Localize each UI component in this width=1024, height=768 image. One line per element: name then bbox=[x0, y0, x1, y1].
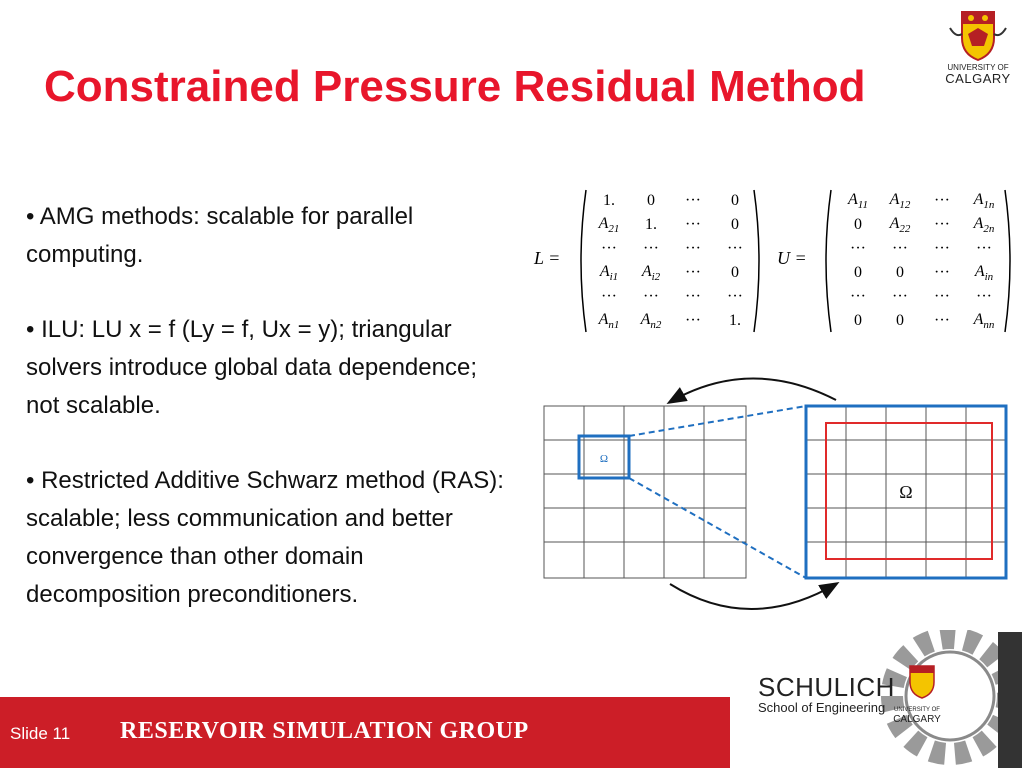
matrix-u-grid bbox=[837, 189, 1005, 333]
matrix-u-cell: ··· bbox=[934, 240, 950, 257]
bullet-ras: • Restricted Additive Schwarz method (RAS): scalable; less communication and better convergence than other domain decomposition preconditioners. bbox=[26, 467, 504, 608]
matrix-u-cell: $A_{in}$ bbox=[974, 262, 994, 284]
matrix-u-cell: $A_{11}$ bbox=[848, 190, 868, 212]
right-paren-icon bbox=[752, 188, 766, 334]
matrix-u-cell: ··· bbox=[934, 312, 950, 329]
bullet-ilu: • ILU: LU x = f (Ly = f, Ux = y); triangular solvers introduce global data dependence; not scalable. bbox=[26, 316, 477, 419]
school-of-engineering-text: School of Engineering bbox=[758, 700, 886, 715]
matrix-u-cell: ··· bbox=[850, 240, 866, 257]
zoom-line-top bbox=[629, 406, 806, 436]
matrix-l-cell: 0 bbox=[647, 192, 655, 209]
matrix-l-grid bbox=[588, 189, 756, 333]
matrix-u-cell: ··· bbox=[892, 240, 908, 257]
matrix-l-cell: 0 bbox=[731, 264, 739, 281]
matrix-u-cell: ··· bbox=[850, 288, 866, 305]
matrix-u-cell: $A_{2n}$ bbox=[973, 214, 995, 236]
left-paren-icon bbox=[574, 188, 588, 334]
matrix-l-cell: ··· bbox=[685, 216, 701, 233]
matrix-l-cell: ··· bbox=[643, 240, 659, 257]
schulich-uc-line2: CALGARY bbox=[893, 714, 941, 725]
arrow-bottom-icon bbox=[670, 584, 836, 609]
matrix-u-cell: ··· bbox=[892, 288, 908, 305]
matrix-l-cell: ··· bbox=[685, 240, 701, 257]
matrix-u bbox=[775, 186, 1020, 336]
matrix-l-cell: ··· bbox=[685, 192, 701, 209]
coat-of-arms-icon bbox=[938, 8, 1018, 62]
matrix-u-cell: ··· bbox=[976, 240, 992, 257]
matrix-l-cell: 1. bbox=[603, 192, 615, 209]
matrix-l-cell: $A_{i2}$ bbox=[641, 262, 661, 284]
matrix-u-cell: ··· bbox=[934, 288, 950, 305]
group-name: RESERVOIR SIMULATION GROUP bbox=[120, 718, 529, 744]
matrix-l-cell: 0 bbox=[731, 216, 739, 233]
matrix-u-cell: ··· bbox=[934, 192, 950, 209]
small-omega-label: Ω bbox=[599, 453, 609, 465]
bullet-list bbox=[26, 198, 516, 651]
matrix-l-cell: ··· bbox=[643, 288, 659, 305]
matrix-u-cell: ··· bbox=[976, 288, 992, 305]
matrix-l-cell: 0 bbox=[731, 192, 739, 209]
domain-decomposition-diagram bbox=[540, 366, 1020, 616]
matrix-l-cell: ··· bbox=[685, 264, 701, 281]
matrix-l-cell: ··· bbox=[685, 312, 701, 329]
matrix-l-cell: ··· bbox=[601, 240, 617, 257]
matrix-u-cell: ··· bbox=[934, 264, 950, 281]
schulich-wordmark: SCHULICH bbox=[758, 672, 895, 702]
matrix-u-label: U = bbox=[777, 248, 807, 268]
matrix-u-cell: 0 bbox=[896, 264, 904, 281]
slide-number: Slide 11 bbox=[10, 724, 71, 743]
global-grid bbox=[544, 406, 746, 578]
matrix-l-cell: ··· bbox=[727, 288, 743, 305]
left-paren-icon bbox=[819, 188, 833, 334]
right-paren-icon bbox=[1003, 188, 1017, 334]
matrix-u-cell: $A_{nn}$ bbox=[973, 310, 995, 332]
matrix-u-cell: $A_{22}$ bbox=[889, 214, 911, 236]
university-of-calgary-logo bbox=[938, 8, 1018, 90]
zoom-line-bottom bbox=[629, 478, 806, 578]
matrix-u-cell: 0 bbox=[854, 264, 862, 281]
uc-wordmark-line2: CALGARY bbox=[945, 71, 1011, 86]
schulich-uc-line1: UNIVERSITY OF bbox=[894, 707, 940, 713]
matrix-u-cell: $A_{12}$ bbox=[889, 190, 911, 212]
matrix-l-cell: 1. bbox=[729, 312, 741, 329]
matrix-l-cell: $A_{n2}$ bbox=[640, 310, 662, 332]
large-omega-label: Ω bbox=[899, 482, 913, 502]
matrix-l-label: L = bbox=[534, 248, 561, 268]
matrix-u-cell: ··· bbox=[934, 216, 950, 233]
matrix-u-cell: $A_{1n}$ bbox=[973, 190, 995, 212]
matrix-l-cell: $A_{21}$ bbox=[598, 214, 620, 236]
matrix-l-cell: ··· bbox=[727, 240, 743, 257]
bullet-amg: • AMG methods: scalable for parallel computing. bbox=[26, 203, 414, 268]
corner-bar bbox=[998, 632, 1022, 768]
matrix-u-cell: 0 bbox=[896, 312, 904, 329]
matrix-l-cell: ··· bbox=[685, 288, 701, 305]
matrix-l-cell: $A_{n1}$ bbox=[598, 310, 620, 332]
matrix-u-cell: 0 bbox=[854, 216, 862, 233]
matrix-l-cell: 1. bbox=[645, 216, 657, 233]
matrix-u-cell: 0 bbox=[854, 312, 862, 329]
matrix-l-cell: ··· bbox=[601, 288, 617, 305]
schulich-logo bbox=[750, 630, 1024, 768]
arrow-top-icon bbox=[670, 378, 836, 402]
matrix-l-cell: $A_{i1}$ bbox=[599, 262, 619, 284]
uc-wordmark-line1: UNIVERSITY OF bbox=[947, 63, 1009, 72]
matrix-l bbox=[530, 186, 770, 336]
slide-title: Constrained Pressure Residual Method bbox=[44, 62, 866, 111]
